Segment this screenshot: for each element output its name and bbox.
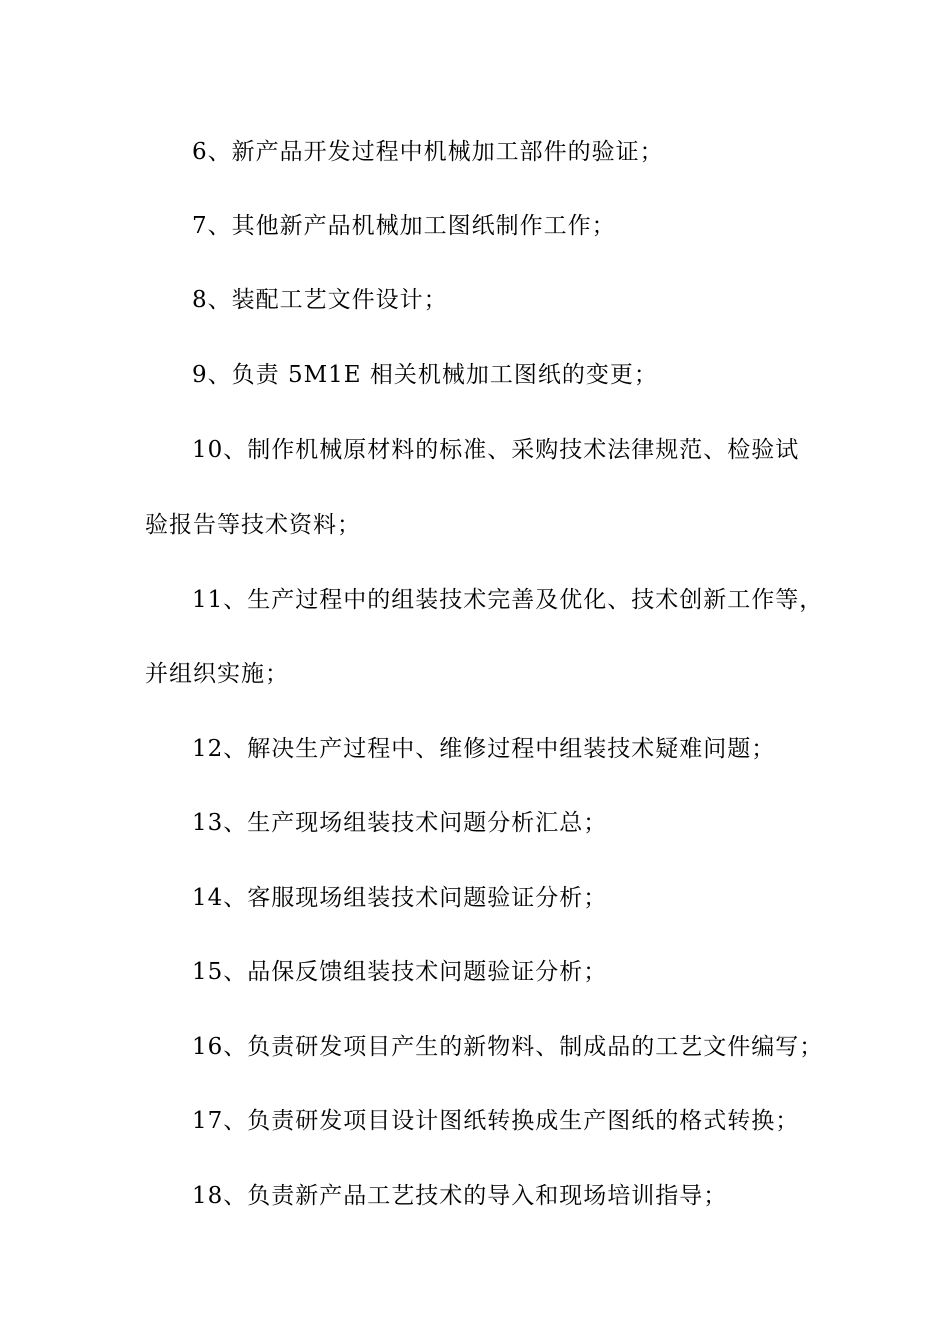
item-16: 16、负责研发项目产生的新物料、制成品的工艺文件编写； xyxy=(192,1034,824,1060)
item-11-continuation: 并组织实施； xyxy=(145,661,289,687)
item-13: 13、生产现场组装技术问题分析汇总； xyxy=(192,810,608,836)
item-12: 12、解决生产过程中、维修过程中组装技术疑难问题； xyxy=(192,736,776,762)
item-14: 14、客服现场组装技术问题验证分析； xyxy=(192,885,608,911)
item-11: 11、生产过程中的组装技术完善及优化、技术创新工作等， xyxy=(192,587,824,613)
item-10: 10、制作机械原材料的标准、采购技术法律规范、检验试 xyxy=(192,437,800,463)
item-8: 8、装配工艺文件设计； xyxy=(192,287,448,313)
item-9: 9、负责 5M1E 相关机械加工图纸的变更； xyxy=(192,362,658,388)
item-6: 6、新产品开发过程中机械加工部件的验证； xyxy=(192,139,664,165)
item-10-continuation: 验报告等技术资料； xyxy=(145,512,361,538)
item-17: 17、负责研发项目设计图纸转换成生产图纸的格式转换； xyxy=(192,1108,800,1134)
item-15: 15、品保反馈组装技术问题验证分析； xyxy=(192,959,608,985)
item-7: 7、其他新产品机械加工图纸制作工作； xyxy=(192,213,616,239)
item-18: 18、负责新产品工艺技术的导入和现场培训指导； xyxy=(192,1183,728,1209)
